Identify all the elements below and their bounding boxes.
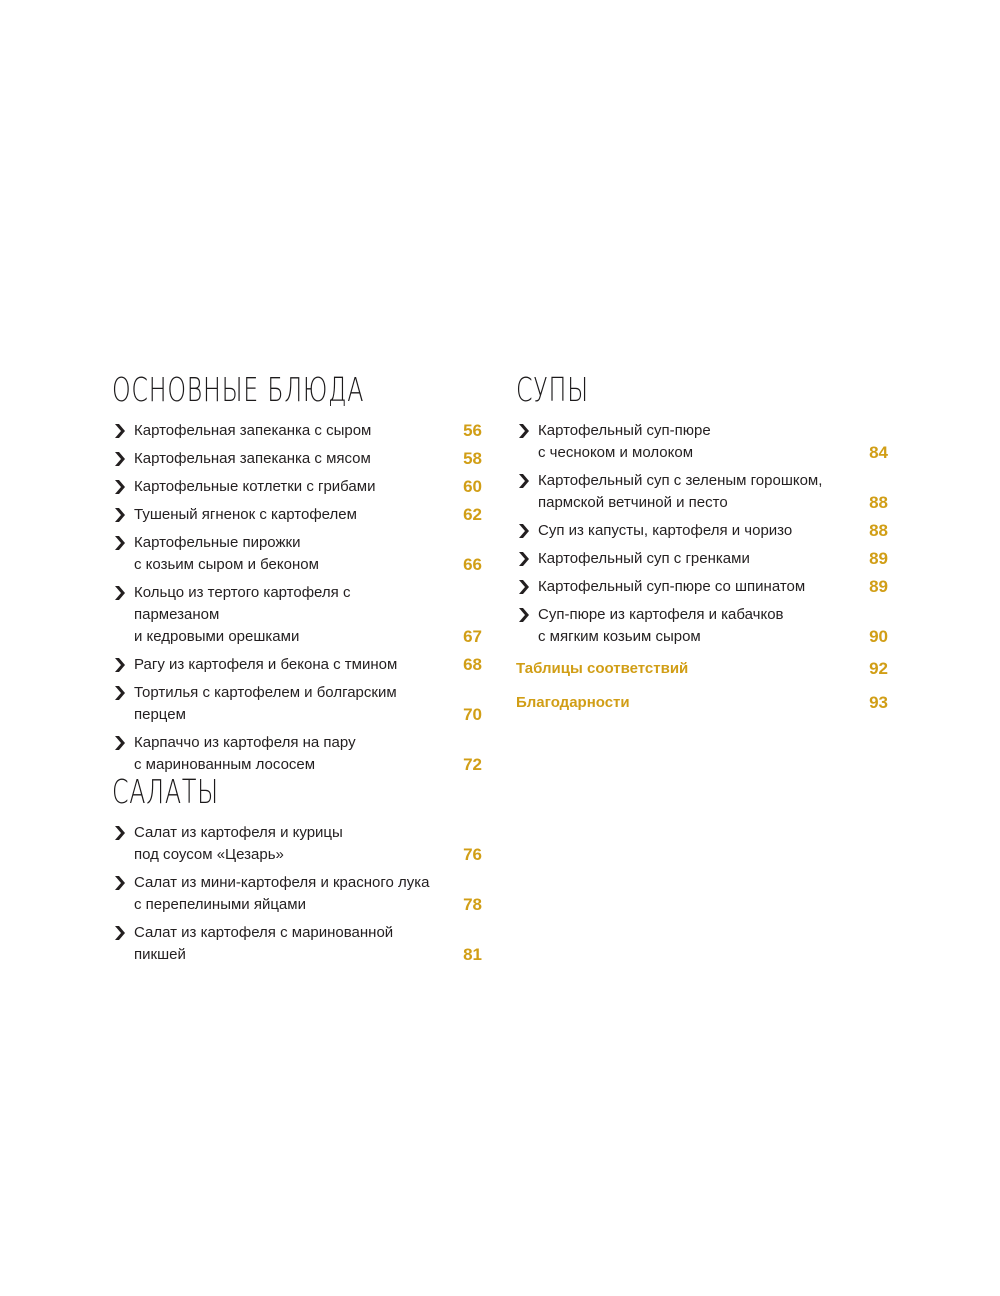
page-number: 89 [869,577,888,596]
entry-title [538,576,888,598]
salads-list [112,822,482,966]
page-number: 90 [869,627,888,646]
page-number: 66 [463,555,482,574]
chevron-right-icon [114,423,126,439]
entry-title [134,654,482,676]
chevron-right-icon [114,507,126,523]
toc-entry[interactable] [112,732,482,776]
page-number: 72 [463,755,482,774]
entry-title-line: пармской ветчиной и песто [538,494,728,511]
entry-title [134,922,482,966]
page-number: 70 [463,705,482,724]
toc-entry[interactable] [112,448,482,470]
page-number: 67 [463,627,482,646]
toc-entry[interactable] [112,420,482,442]
entry-title-line: Картофельный суп-пюре [538,422,711,439]
entry-title-line: Картофельный суп с гренками [538,550,750,567]
chevron-right-icon [114,535,126,551]
chevron-right-icon [114,479,126,495]
extra-item-acknowledgements[interactable] [516,692,888,714]
section-title-salads: САЛАТЫ [112,772,219,811]
entry-title [538,470,888,514]
entry-title-line: Тортилья с картофелем и болгарским перцем [134,684,397,723]
chevron-right-icon [114,825,126,841]
toc-entry[interactable] [112,476,482,498]
entry-title-line: Картофельная запеканка с мясом [134,450,371,467]
entry-title-line: Тушеный ягненок с картофелем [134,506,357,523]
entry-title-line: с маринованным лососем [134,756,316,773]
entry-title-line: с мягким козьим сыром [538,628,701,645]
main-dishes-section [112,370,482,782]
extra-label: Благодарности [516,694,630,711]
page-number: 88 [869,521,888,540]
entry-title-line: и кедровыми орешками [134,628,300,645]
section-title-soups: СУПЫ [516,370,589,409]
toc-entry[interactable] [516,548,888,570]
chevron-right-icon [518,423,530,439]
chevron-right-icon [114,657,126,673]
soups-section [516,370,888,726]
chevron-right-icon [114,685,126,701]
chevron-right-icon [114,875,126,891]
page-number: 56 [463,421,482,440]
entry-title-line: Карпаччо из картофеля на пару [134,734,356,751]
chevron-right-icon [518,607,530,623]
chevron-right-icon [114,585,126,601]
entry-title-line: под соусом «Цезарь» [134,846,284,863]
toc-entry[interactable] [112,822,482,866]
salads-section [112,772,482,972]
entry-title-line: Картофельный суп с зеленым горошком, [538,472,823,489]
chevron-right-icon [518,523,530,539]
page-number: 84 [869,443,888,462]
page-number: 81 [463,945,482,964]
extra-label: Таблицы соответствий [516,660,689,677]
entry-title [538,420,888,464]
toc-entry[interactable] [516,520,888,542]
entry-title-line: Суп-пюре из картофеля и кабачков [538,606,784,623]
entry-title [134,532,482,576]
entry-title-line: с перепелиными яйцами [134,896,306,913]
page-number: 78 [463,895,482,914]
main-dishes-list [112,420,482,776]
entry-title [134,582,482,648]
entry-title [134,504,482,526]
entry-title [134,476,482,498]
chevron-right-icon [518,579,530,595]
page-number: 88 [869,493,888,512]
page-number: 93 [869,693,888,712]
chevron-right-icon [114,735,126,751]
toc-entry[interactable] [112,872,482,916]
entry-title-line: Салат из картофеля и курицы [134,824,343,841]
toc-entry[interactable] [516,420,888,464]
entry-title [134,822,482,866]
toc-entry[interactable] [516,604,888,648]
toc-entry[interactable] [112,654,482,676]
chevron-right-icon [518,473,530,489]
toc-entry[interactable] [112,532,482,576]
entry-title-line: Картофельная запеканка с сыром [134,422,372,439]
entry-title [538,520,888,542]
chevron-right-icon [114,925,126,941]
entry-title [538,548,888,570]
section-title-main-dishes: ОСНОВНЫЕ БЛЮДА [112,370,365,409]
page-number: 58 [463,449,482,468]
page-number: 76 [463,845,482,864]
page-number: 60 [463,477,482,496]
chevron-right-icon [114,451,126,467]
toc-entry[interactable] [112,582,482,648]
entry-title-line: Картофельный суп-пюре со шпинатом [538,578,806,595]
entry-title-line: Салат из мини-картофеля и красного лука [134,874,430,891]
entry-title [134,682,482,726]
entry-title-line: Суп из капусты, картофеля и чоризо [538,522,793,539]
extra-item-tables[interactable] [516,658,888,680]
entry-title-line: Кольцо из тертого картофеля с пармезаном [134,584,351,623]
page-number: 89 [869,549,888,568]
toc-entry[interactable] [516,470,888,514]
entry-title-line: Салат из картофеля с маринованной пикшей [134,924,394,963]
entry-title [538,604,888,648]
entry-title-line: Рагу из картофеля и бекона с тмином [134,656,398,673]
entry-title [134,420,482,442]
page-number: 68 [463,655,482,674]
toc-entry[interactable] [112,682,482,726]
entry-title-line: с чесноком и молоком [538,444,694,461]
soups-list [516,420,888,648]
toc-entry[interactable] [112,922,482,966]
entry-title [134,732,482,776]
entry-title-line: Картофельные котлетки с грибами [134,478,376,495]
entry-title [134,448,482,470]
page-number: 62 [463,505,482,524]
page-number: 92 [869,659,888,678]
extras-list [516,658,888,714]
toc-entry[interactable] [112,504,482,526]
entry-title [134,872,482,916]
toc-entry[interactable] [516,576,888,598]
chevron-right-icon [518,551,530,567]
entry-title-line: Картофельные пирожки [134,534,301,551]
entry-title-line: с козьим сыром и беконом [134,556,319,573]
